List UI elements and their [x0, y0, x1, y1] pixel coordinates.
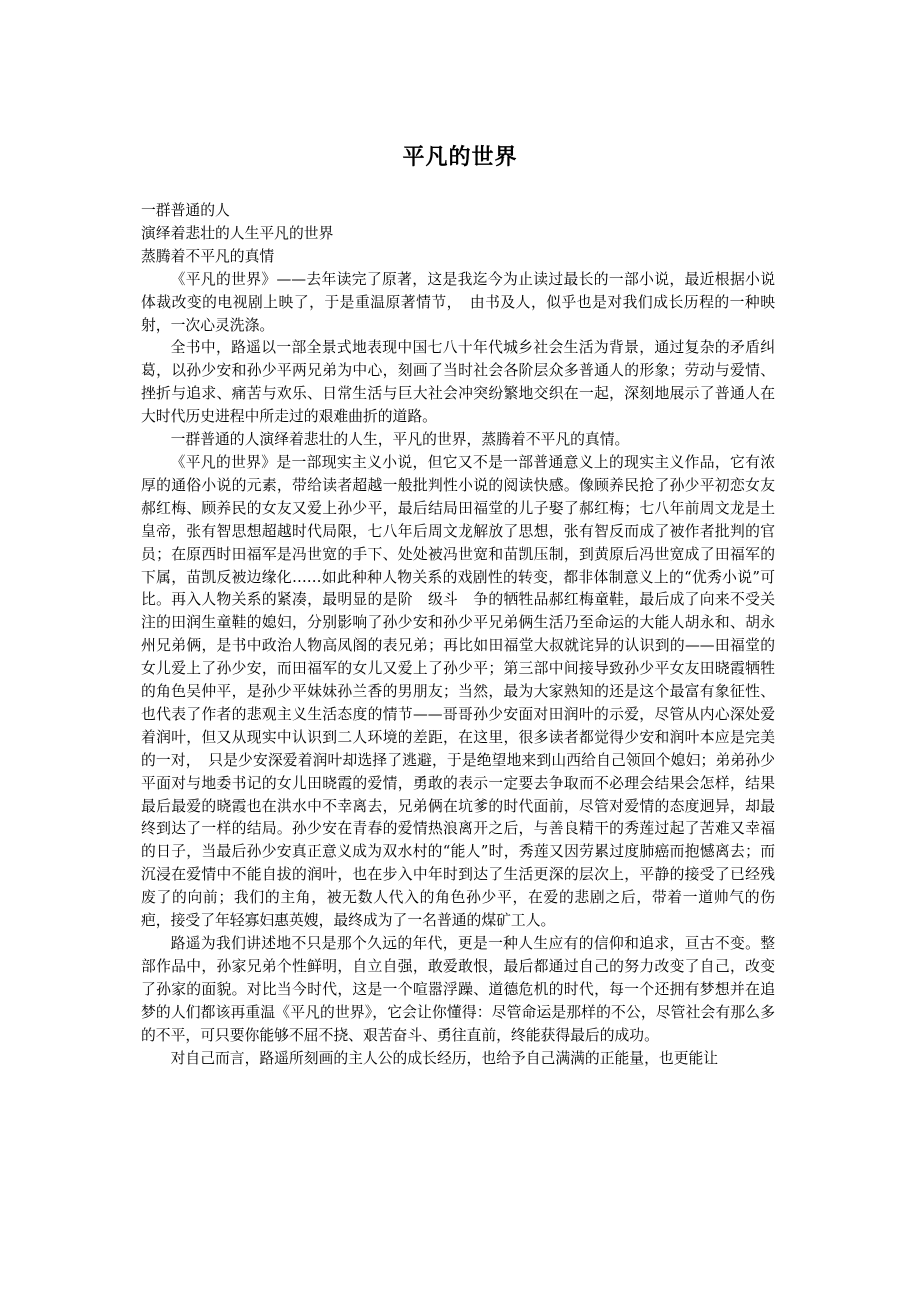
page-title: 平凡的世界 — [402, 144, 518, 170]
paragraph: 路遥为我们讲述地不只是那个久远的年代，更是一种人生应有的信仰和追求，亘古不变。整部作品中，孙家兄弟个性鲜明，自立自强，敢爱敢恨，最后都通过自己的努力改变了自己，改变了孙家的面貌。对比当今时代，这是一个喧嚣浮躁、道德危机的时代，每一个还拥有梦想并在追梦的人们都该再重温《平凡的世界》，它会让你懂得：尽管命运是那样的不公，尽管社会有那么多的不平，可只要你能够不屈不挠、艰苦奋斗、勇往直前，终能获得最后的成功。 — [141, 935, 775, 1044]
article-body — [141, 200, 775, 1070]
intro-line: 演绎着悲壮的人生平凡的世界 — [141, 224, 334, 242]
paragraph: 一群普通的人演绎着悲壮的人生，平凡的世界，蒸腾着不平凡的真情。 — [170, 431, 630, 449]
intro-line: 蒸腾着不平凡的真情 — [141, 247, 275, 265]
paragraph: 《平凡的世界》——去年读完了原著，这是我迄今为止读过最长的一部小说，最近根据小说体裁改变的电视剧上映了，于是重温原著情节， 由书及人，似乎也是对我们成长历程的一种映射，一次心灵洗涤。 — [141, 270, 775, 334]
paragraph: 全书中，路遥以一部全景式地表现中国七八十年代城乡社会生活为背景，通过复杂的矛盾纠葛，以孙少安和孙少平两兄弟为中心，刻画了当时社会各阶层众多普通人的形象；劳动与爱情、挫折与追求、痛苦与欢乐、日常生活与巨大社会冲突纷繁地交织在一起，深刻地展示了普通人在大时代历史进程中所走过的艰难曲折的道路。 — [141, 339, 775, 426]
paragraph: 《平凡的世界》是一部现实主义小说，但它又不是一部普通意义上的现实主义作品，它有浓厚的通俗小说的元素，带给读者超越一般批判性小说的阅读快感。像顾养民抢了孙少平初恋女友郝红梅、顾养民的女友又爱上孙少平，最后结局田福堂的儿子娶了郝红梅；七八年前周文龙是土皇帝，张有智思想超越时代局限，七八年后周文龙解放了思想，张有智反而成了被作者批判的官员；在原西时田福军是冯世宽的手下、处处被冯世宽和苗凯压制，到黄原后冯世宽成了田福军的下属，苗凯反被边缘化……如此种种人物关系的戏剧性的转变，都非体制意义上的“优秀小说”可比。再入人物关系的紧凑，最明显的是阶 级斗 争的牺牲品郝红梅童鞋，最后成了向来不受关注的田润生童鞋的媳妇，分别影响了孙少安和孙少平兄弟俩生活乃至命运的大能人胡永和、胡永州兄弟俩，是书中政治人物高凤阁的表兄弟；再比如田福堂大叔就诧异的认识到的——田福堂的女儿爱上了孙少安，而田福军的女儿又爱上了孙少平；第三部中间接导致孙少平女友田晓霞牺牲的角色吴仲平，是孙少平妹妹孙兰香的男朋友；当然，最为大家熟知的还是这个最富有象征性、也代表了作者的悲观主义生活态度的情节——哥哥孙少安面对田润叶的示爱，尽管从内心深处爱着润叶，但又从现实中认识到二人环境的差距，在这里，很多读者都觉得少安和润叶本应是完美的一对， 只是少安深爱着润叶却选择了逃避，于是绝望地来到山西给自己领回个媳妇；弟弟孙少平面对与地委书记的女儿田晓霞的爱情，勇敢的表示一定要去争取而不必理会结果会怎样，结果最后最爱的晓霞也在洪水中不幸离去，兄弟俩在坑爹的时代面前，尽管对爱情的态度迥异，却最终到达了一样的结局。孙少安在青春的爱情热浪离开之后，与善良精干的秀莲过起了苦难又幸福的日子，当最后孙少安真正意义成为双水村的“能人”时，秀莲又因劳累过度肺癌而抱憾离去；而沉浸在爱情中不能自拔的润叶，也在步入中年时到达了生活更深的层次上，平静的接受了已经残废了的向前；我们的主角，被无数人代入的角色孙少平，在爱的悲剧之后，带着一道帅气的伤疤，接受了年轻寡妇惠英嫂，最终成为了一名普通的煤矿工人。 — [141, 453, 775, 930]
paragraph: 对自己而言，路遥所刻画的主人公的成长经历，也给予自己满满的正能量，也更能让 — [170, 1049, 719, 1067]
intro-line: 一群普通的人 — [141, 202, 230, 219]
